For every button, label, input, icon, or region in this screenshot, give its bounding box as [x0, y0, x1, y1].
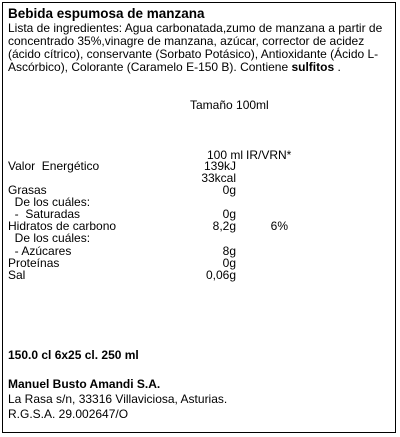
nutrition-row-value: 0g [222, 183, 236, 197]
manufacturer-address: La Rasa s/n, 33316 Villaviciosa, Asturias. [8, 392, 228, 406]
nutrition-row-value: 0g [222, 207, 236, 221]
package-info: 150.0 cl 6x25 cl. 250 ml [8, 348, 139, 362]
ingredients-suffix: . [334, 60, 341, 74]
nutrition-row-value: 0,06g [205, 268, 236, 282]
nutrition-row-label: Grasas [8, 183, 47, 197]
nutrition-row-value: 139kJ [203, 159, 236, 173]
product-title: Bebida espumosa de manzana [8, 6, 205, 21]
nutrition-row-label: - Azúcares [8, 244, 72, 258]
nutrition-row-value: 33kcal [201, 171, 236, 185]
manufacturer-rgsa: R.G.S.A. 29.002647/O [8, 407, 129, 421]
manufacturer-name: Manuel Busto Amandi S.A. [8, 377, 161, 391]
nutrition-row-value: 0g [222, 256, 236, 270]
nutrition-row-label: Hidratos de carbono [8, 219, 117, 233]
allergen-text: sulfitos [291, 60, 335, 74]
ingredients-text: Lista de ingredientes: Agua carbonatada,zumo de manzana a partir de concentrado 35%,vinagre de manzana, azúcar, corrector de acidez (ácido cítrico), conservante (Sorbato Potásico), Antioxidante (Ácido L-Ascórbico), Colorante (Caramelo E-150 B). Contiene [8, 21, 383, 74]
column-header-100ml: 100 ml [207, 148, 244, 162]
nutrition-row-percent: 6% [270, 219, 288, 233]
nutrition-row-label: Sal [8, 268, 26, 282]
nutrition-row-label: - Saturadas [8, 207, 81, 221]
nutrition-row-value: 8,2g [212, 219, 236, 233]
column-header-ir: IR/VRN* [246, 148, 292, 162]
nutrition-row-label: De los cuáles: [8, 195, 91, 209]
nutrition-row-label: De los cuáles: [8, 231, 91, 245]
nutrition-row-value: 8g [222, 244, 236, 258]
serving-size: Tamaño 100ml [190, 98, 269, 112]
ingredients-list [8, 22, 392, 74]
nutrition-row-label: Valor Energético [8, 159, 100, 173]
nutrition-row-label: Proteínas [8, 256, 60, 270]
